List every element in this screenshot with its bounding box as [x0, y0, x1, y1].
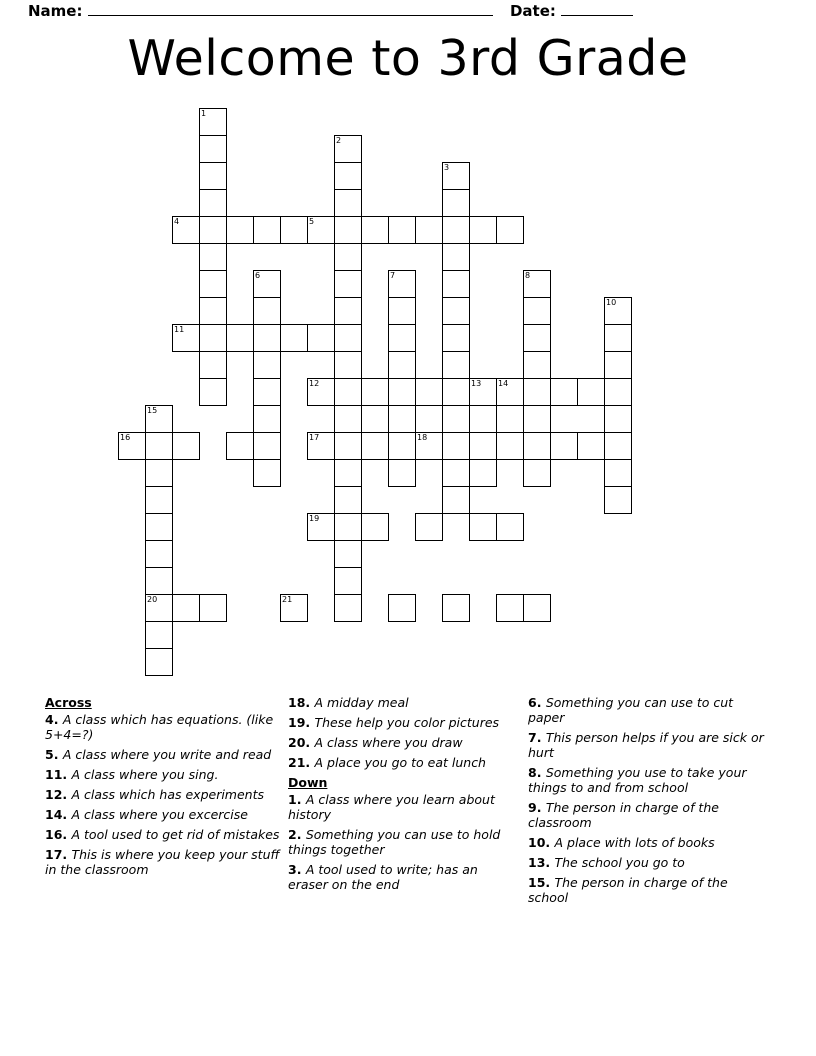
crossword-cell[interactable] [604, 378, 632, 406]
crossword-cell[interactable] [226, 216, 254, 244]
crossword-cell[interactable] [334, 513, 362, 541]
crossword-cell[interactable] [307, 324, 335, 352]
clues-column-1 [45, 695, 280, 882]
crossword-cell[interactable] [442, 486, 470, 514]
cell-number: 8 [525, 271, 531, 280]
crossword-cell-14[interactable] [496, 378, 524, 406]
crossword-cell-20[interactable] [145, 594, 173, 622]
clues-column-2 [288, 695, 518, 897]
crossword-cell[interactable] [199, 270, 227, 298]
crossword-cell-17[interactable] [307, 432, 335, 460]
crossword-cell[interactable] [415, 216, 443, 244]
crossword-cell[interactable] [361, 432, 389, 460]
page-title: Welcome to 3rd Grade [127, 30, 689, 87]
clues-area [0, 695, 816, 995]
crossword-cell[interactable] [442, 324, 470, 352]
crossword-cell[interactable] [577, 432, 605, 460]
crossword-cell[interactable] [145, 459, 173, 487]
crossword-cell[interactable] [469, 216, 497, 244]
crossword-cell[interactable] [442, 378, 470, 406]
crossword-cell[interactable] [469, 405, 497, 433]
crossword-cell[interactable] [199, 243, 227, 271]
name-label: Name: [28, 2, 83, 20]
clue-text: Something you use to take your things to and from school [528, 765, 747, 795]
crossword-cell-18[interactable] [415, 432, 443, 460]
clue-number: 6. [528, 695, 546, 710]
crossword-cell[interactable] [442, 405, 470, 433]
clue-text: A class where you write and read [62, 747, 272, 762]
crossword-cell[interactable] [523, 378, 551, 406]
crossword-cell[interactable] [172, 432, 200, 460]
clue-number: 17. [45, 847, 72, 862]
clue-across-12 [45, 787, 280, 802]
clue-number: 10. [528, 835, 555, 850]
crossword-cell[interactable] [253, 432, 281, 460]
clue-number: 13. [528, 855, 555, 870]
clue-down-8 [528, 765, 766, 795]
crossword-cell[interactable] [199, 324, 227, 352]
cell-number: 20 [147, 595, 158, 604]
clue-text: The person in charge of the classroom [528, 800, 719, 830]
clues-column-3 [528, 695, 766, 910]
crossword-cell[interactable] [523, 405, 551, 433]
crossword-cell[interactable] [280, 324, 308, 352]
cell-number: 16 [120, 433, 131, 442]
crossword-cell[interactable] [199, 135, 227, 163]
crossword-cell[interactable] [388, 351, 416, 379]
clue-number: 9. [528, 800, 546, 815]
cell-number: 14 [498, 379, 509, 388]
crossword-cell[interactable] [253, 324, 281, 352]
clue-number: 7. [528, 730, 546, 745]
clue-text: A tool used to get rid of mistakes [71, 827, 280, 842]
crossword-cell-11[interactable] [172, 324, 200, 352]
crossword-cell[interactable] [334, 189, 362, 217]
crossword-cell[interactable] [253, 351, 281, 379]
crossword-cell[interactable] [469, 459, 497, 487]
clue-across-21 [288, 755, 518, 770]
crossword-cell[interactable] [226, 324, 254, 352]
clue-text: This person helps if you are sick or hurt [528, 730, 764, 760]
crossword-cell[interactable] [145, 432, 173, 460]
clue-text: A class which has experiments [71, 787, 265, 802]
crossword-cell[interactable] [334, 270, 362, 298]
clue-text: A class where you learn about history [288, 792, 495, 822]
crossword-cell[interactable] [145, 540, 173, 568]
name-write-line[interactable] [88, 2, 493, 16]
crossword-cell[interactable] [523, 324, 551, 352]
clue-number: 8. [528, 765, 546, 780]
crossword-cell[interactable] [199, 351, 227, 379]
clue-number: 12. [45, 787, 72, 802]
clue-down-10 [528, 835, 766, 850]
cell-number: 18 [417, 433, 428, 442]
crossword-cell[interactable] [334, 432, 362, 460]
clue-across-16 [45, 827, 280, 842]
crossword-cell[interactable] [496, 594, 524, 622]
clue-down-2 [288, 827, 518, 857]
crossword-cell[interactable] [496, 432, 524, 460]
clue-number: 15. [528, 875, 555, 890]
crossword-cell[interactable] [199, 594, 227, 622]
crossword-cell[interactable] [253, 405, 281, 433]
crossword-cell[interactable] [442, 270, 470, 298]
crossword-cell[interactable] [496, 216, 524, 244]
clue-text: The person in charge of the school [528, 875, 728, 905]
clue-down-13 [528, 855, 766, 870]
clue-down-6 [528, 695, 766, 725]
clue-text: A tool used to write; has an eraser on the end [288, 862, 478, 892]
crossword-cell[interactable] [442, 351, 470, 379]
clue-text: A class where you sing. [71, 767, 219, 782]
clue-number: 20. [288, 735, 315, 750]
crossword-cell[interactable] [334, 351, 362, 379]
clue-down-9 [528, 800, 766, 830]
crossword-cell[interactable] [388, 459, 416, 487]
clue-text: A class where you excercise [71, 807, 248, 822]
clue-number: 1. [288, 792, 306, 807]
crossword-cell[interactable] [145, 513, 173, 541]
crossword-cell[interactable] [145, 486, 173, 514]
crossword-cell[interactable] [199, 162, 227, 190]
crossword-grid[interactable] [0, 100, 816, 700]
cell-number: 5 [309, 217, 315, 226]
crossword-cell[interactable] [334, 486, 362, 514]
crossword-cell-3[interactable] [442, 162, 470, 190]
name-date-line [28, 2, 788, 20]
crossword-cell[interactable] [388, 405, 416, 433]
crossword-cell[interactable] [145, 621, 173, 649]
clue-number: 16. [45, 827, 72, 842]
crossword-cell[interactable] [550, 378, 578, 406]
crossword-cell[interactable] [577, 378, 605, 406]
crossword-cell-10[interactable] [604, 297, 632, 325]
crossword-cell[interactable] [469, 513, 497, 541]
crossword-cell[interactable] [334, 216, 362, 244]
crossword-cell-16[interactable] [118, 432, 146, 460]
crossword-cell[interactable] [388, 432, 416, 460]
crossword-cell[interactable] [604, 432, 632, 460]
crossword-cell[interactable] [334, 162, 362, 190]
crossword-cell[interactable] [604, 486, 632, 514]
crossword-cell[interactable] [253, 297, 281, 325]
crossword-cell[interactable] [334, 594, 362, 622]
clue-text: Something you can use to hold things together [288, 827, 501, 857]
crossword-cell[interactable] [199, 297, 227, 325]
crossword-cell[interactable] [361, 216, 389, 244]
crossword-cell-12[interactable] [307, 378, 335, 406]
clue-number: 21. [288, 755, 315, 770]
crossword-cell[interactable] [469, 432, 497, 460]
clue-across-19 [288, 715, 518, 730]
crossword-cell[interactable] [253, 216, 281, 244]
crossword-cell[interactable] [523, 594, 551, 622]
crossword-cell[interactable] [550, 432, 578, 460]
clue-number: 2. [288, 827, 306, 842]
clue-down-3 [288, 862, 518, 892]
crossword-cell[interactable] [334, 567, 362, 595]
clue-number: 11. [45, 767, 72, 782]
crossword-cell[interactable] [334, 540, 362, 568]
crossword-cell-1[interactable] [199, 108, 227, 136]
crossword-cell[interactable] [442, 189, 470, 217]
crossword-cell[interactable] [388, 216, 416, 244]
crossword-cell[interactable] [280, 216, 308, 244]
crossword-cell[interactable] [388, 378, 416, 406]
cell-number: 7 [390, 271, 396, 280]
crossword-cell-4[interactable] [172, 216, 200, 244]
crossword-cell[interactable] [199, 378, 227, 406]
crossword-cell[interactable] [334, 378, 362, 406]
clue-across-18 [288, 695, 518, 710]
clue-number: 14. [45, 807, 72, 822]
cell-number: 13 [471, 379, 482, 388]
clue-text: A place with lots of books [554, 835, 715, 850]
crossword-cell[interactable] [145, 648, 173, 676]
cell-number: 12 [309, 379, 320, 388]
crossword-cell-6[interactable] [253, 270, 281, 298]
clue-across-20 [288, 735, 518, 750]
crossword-cell[interactable] [496, 513, 524, 541]
crossword-cell[interactable] [334, 324, 362, 352]
clue-down-15 [528, 875, 766, 905]
crossword-cell[interactable] [442, 432, 470, 460]
down-heading: Down [288, 775, 328, 790]
cell-number: 6 [255, 271, 261, 280]
cell-number: 1 [201, 109, 207, 118]
crossword-cell[interactable] [199, 216, 227, 244]
across-heading: Across [45, 695, 92, 710]
crossword-cell[interactable] [253, 378, 281, 406]
crossword-cell[interactable] [604, 405, 632, 433]
cell-number: 11 [174, 325, 185, 334]
crossword-cell[interactable] [253, 459, 281, 487]
cell-number: 21 [282, 595, 293, 604]
crossword-cell[interactable] [442, 459, 470, 487]
crossword-cell[interactable] [334, 459, 362, 487]
crossword-cell[interactable] [523, 297, 551, 325]
crossword-cell[interactable] [172, 594, 200, 622]
crossword-cell[interactable] [145, 567, 173, 595]
clue-text: A place you go to eat lunch [314, 755, 486, 770]
clue-text: These help you color pictures [314, 715, 500, 730]
crossword-cell[interactable] [388, 324, 416, 352]
crossword-cell-15[interactable] [145, 405, 173, 433]
clue-text: This is where you keep your stuff in the classroom [45, 847, 280, 877]
crossword-cell[interactable] [442, 297, 470, 325]
clue-number: 18. [288, 695, 315, 710]
crossword-cell[interactable] [604, 459, 632, 487]
cell-number: 2 [336, 136, 342, 145]
crossword-cell[interactable] [334, 243, 362, 271]
crossword-cell[interactable] [604, 351, 632, 379]
cell-number: 4 [174, 217, 180, 226]
clue-number: 19. [288, 715, 315, 730]
clue-text: A class which has equations. (like 5+4=?) [45, 712, 274, 742]
cell-number: 3 [444, 163, 450, 172]
clue-down-1 [288, 792, 518, 822]
crossword-cell[interactable] [523, 351, 551, 379]
clue-number: 5. [45, 747, 63, 762]
clue-across-17 [45, 847, 280, 877]
crossword-cell-5[interactable] [307, 216, 335, 244]
crossword-cell[interactable] [361, 513, 389, 541]
crossword-cell[interactable] [361, 378, 389, 406]
crossword-cell[interactable] [415, 378, 443, 406]
crossword-cell[interactable] [226, 432, 254, 460]
crossword-cell-7[interactable] [388, 270, 416, 298]
crossword-cell[interactable] [604, 324, 632, 352]
cell-number: 15 [147, 406, 158, 415]
clue-across-14 [45, 807, 280, 822]
crossword-cell[interactable] [523, 459, 551, 487]
crossword-cell[interactable] [523, 432, 551, 460]
crossword-cell[interactable] [334, 405, 362, 433]
clue-text: The school you go to [554, 855, 685, 870]
crossword-cell[interactable] [442, 243, 470, 271]
clue-text: Something you can use to cut paper [528, 695, 734, 725]
cell-number: 10 [606, 298, 617, 307]
crossword-cell[interactable] [388, 594, 416, 622]
clue-text: A midday meal [314, 695, 409, 710]
cell-number: 19 [309, 514, 320, 523]
clue-number: 3. [288, 862, 306, 877]
crossword-cell-13[interactable] [469, 378, 497, 406]
crossword-cell[interactable] [388, 297, 416, 325]
clue-across-5 [45, 747, 280, 762]
clue-across-11 [45, 767, 280, 782]
crossword-cell-2[interactable] [334, 135, 362, 163]
clue-text: A class where you draw [314, 735, 463, 750]
crossword-cell[interactable] [415, 513, 443, 541]
clue-across-4 [45, 712, 280, 742]
clue-number: 4. [45, 712, 63, 727]
clue-down-7 [528, 730, 766, 760]
date-write-line[interactable] [561, 2, 633, 16]
crossword-cell[interactable] [199, 189, 227, 217]
cell-number: 17 [309, 433, 320, 442]
crossword-cell[interactable] [442, 216, 470, 244]
crossword-cell-8[interactable] [523, 270, 551, 298]
crossword-cell[interactable] [334, 297, 362, 325]
crossword-cell[interactable] [442, 594, 470, 622]
crossword-cell-21[interactable] [280, 594, 308, 622]
date-label: Date: [509, 2, 556, 20]
crossword-cell-19[interactable] [307, 513, 335, 541]
